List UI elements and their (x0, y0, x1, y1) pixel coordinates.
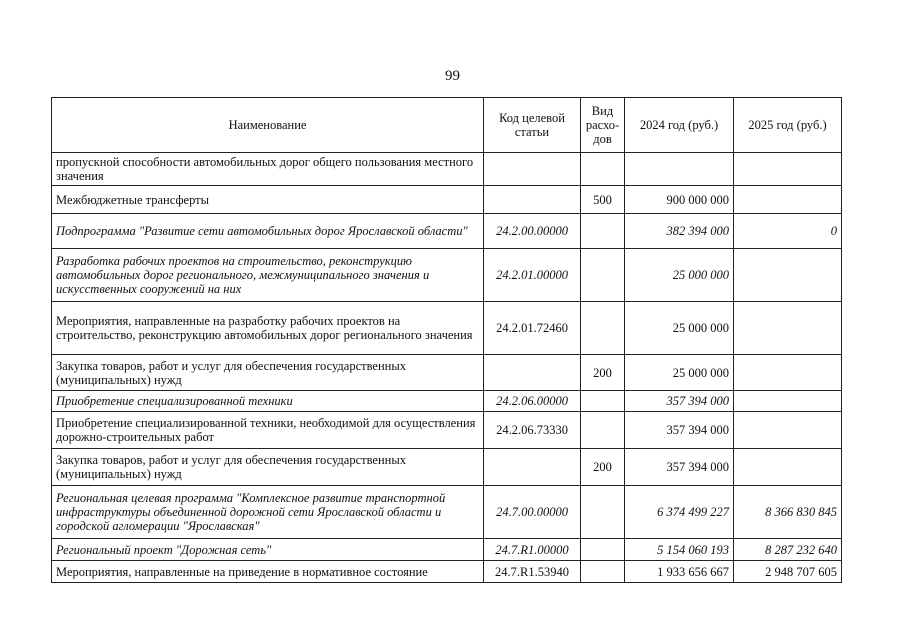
row-2024: 382 394 000 (625, 214, 734, 249)
row-code: 24.2.01.00000 (484, 249, 581, 302)
page-number: 99 (445, 68, 460, 84)
row-type (581, 412, 625, 449)
row-2024: 5 154 060 193 (625, 539, 734, 561)
header-type: Вид расхо-дов (581, 98, 625, 153)
row-type (581, 391, 625, 412)
row-2025 (734, 302, 842, 355)
header-2024: 2024 год (руб.) (625, 98, 734, 153)
row-2024: 900 000 000 (625, 186, 734, 214)
row-2024: 357 394 000 (625, 412, 734, 449)
row-name: Региональная целевая программа "Комплексное развитие транспортной инфраструктуры объединенной дорожной сети Ярославской области и городской агломерации "Ярославская" (52, 486, 484, 539)
row-2024 (625, 153, 734, 186)
row-name: Подпрограмма "Развитие сети автомобильных дорог Ярославской области" (52, 214, 484, 249)
row-code: 24.2.06.73330 (484, 412, 581, 449)
row-2025 (734, 249, 842, 302)
row-code (484, 186, 581, 214)
row-name: пропускной способности автомобильных дорог общего пользования местного значения (52, 153, 484, 186)
row-name: Региональный проект "Дорожная сеть" (52, 539, 484, 561)
row-code (484, 355, 581, 391)
header-name: Наименование (52, 98, 484, 153)
budget-table (51, 97, 842, 583)
row-name: Мероприятия, направленные на разработку рабочих проектов на строительство, реконструкцию автомобильных дорог регионального значения (52, 302, 484, 355)
table-row (52, 355, 842, 391)
row-code: 24.7.R1.53940 (484, 561, 581, 583)
table-row (52, 412, 842, 449)
row-type: 500 (581, 186, 625, 214)
row-2025: 2 948 707 605 (734, 561, 842, 583)
row-type (581, 249, 625, 302)
row-2024: 25 000 000 (625, 249, 734, 302)
table-row (52, 486, 842, 539)
row-type: 200 (581, 355, 625, 391)
row-name: Закупка товаров, работ и услуг для обеспечения государственных (муниципальных) нужд (52, 355, 484, 391)
row-name: Закупка товаров, работ и услуг для обеспечения государственных (муниципальных) нужд (52, 449, 484, 486)
table-row (52, 302, 842, 355)
row-name: Разработка рабочих проектов на строительство, реконструкцию автомобильных дорог регионального, межмуниципального значения и искусственных сооружений на них (52, 249, 484, 302)
row-type (581, 561, 625, 583)
row-code: 24.2.06.00000 (484, 391, 581, 412)
row-type (581, 214, 625, 249)
header-2025: 2025 год (руб.) (734, 98, 842, 153)
table-row (52, 249, 842, 302)
table-row (52, 561, 842, 583)
row-type (581, 539, 625, 561)
table-row (52, 153, 842, 186)
row-2024: 25 000 000 (625, 355, 734, 391)
row-2025 (734, 153, 842, 186)
row-2024: 357 394 000 (625, 391, 734, 412)
table-header-row (52, 98, 842, 153)
row-2024: 357 394 000 (625, 449, 734, 486)
row-code: 24.2.00.00000 (484, 214, 581, 249)
table-row (52, 449, 842, 486)
row-name: Приобретение специализированной техники (52, 391, 484, 412)
row-type: 200 (581, 449, 625, 486)
row-2025: 8 366 830 845 (734, 486, 842, 539)
row-2025 (734, 186, 842, 214)
table-row (52, 391, 842, 412)
header-code: Код целевой статьи (484, 98, 581, 153)
row-type (581, 486, 625, 539)
table-row (52, 186, 842, 214)
row-2025: 0 (734, 214, 842, 249)
row-code (484, 153, 581, 186)
row-type (581, 302, 625, 355)
row-2024: 1 933 656 667 (625, 561, 734, 583)
row-2024: 25 000 000 (625, 302, 734, 355)
row-code: 24.7.00.00000 (484, 486, 581, 539)
row-code: 24.2.01.72460 (484, 302, 581, 355)
row-name: Межбюджетные трансферты (52, 186, 484, 214)
row-code: 24.7.R1.00000 (484, 539, 581, 561)
row-code (484, 449, 581, 486)
row-name: Приобретение специализированной техники, необходимой для осуществления дорожно-строительных работ (52, 412, 484, 449)
table-row (52, 214, 842, 249)
table-row (52, 539, 842, 561)
row-2025 (734, 449, 842, 486)
row-2025 (734, 391, 842, 412)
row-2025: 8 287 232 640 (734, 539, 842, 561)
row-2025 (734, 412, 842, 449)
row-2025 (734, 355, 842, 391)
row-name: Мероприятия, направленные на приведение в нормативное состояние (52, 561, 484, 583)
row-2024: 6 374 499 227 (625, 486, 734, 539)
row-type (581, 153, 625, 186)
